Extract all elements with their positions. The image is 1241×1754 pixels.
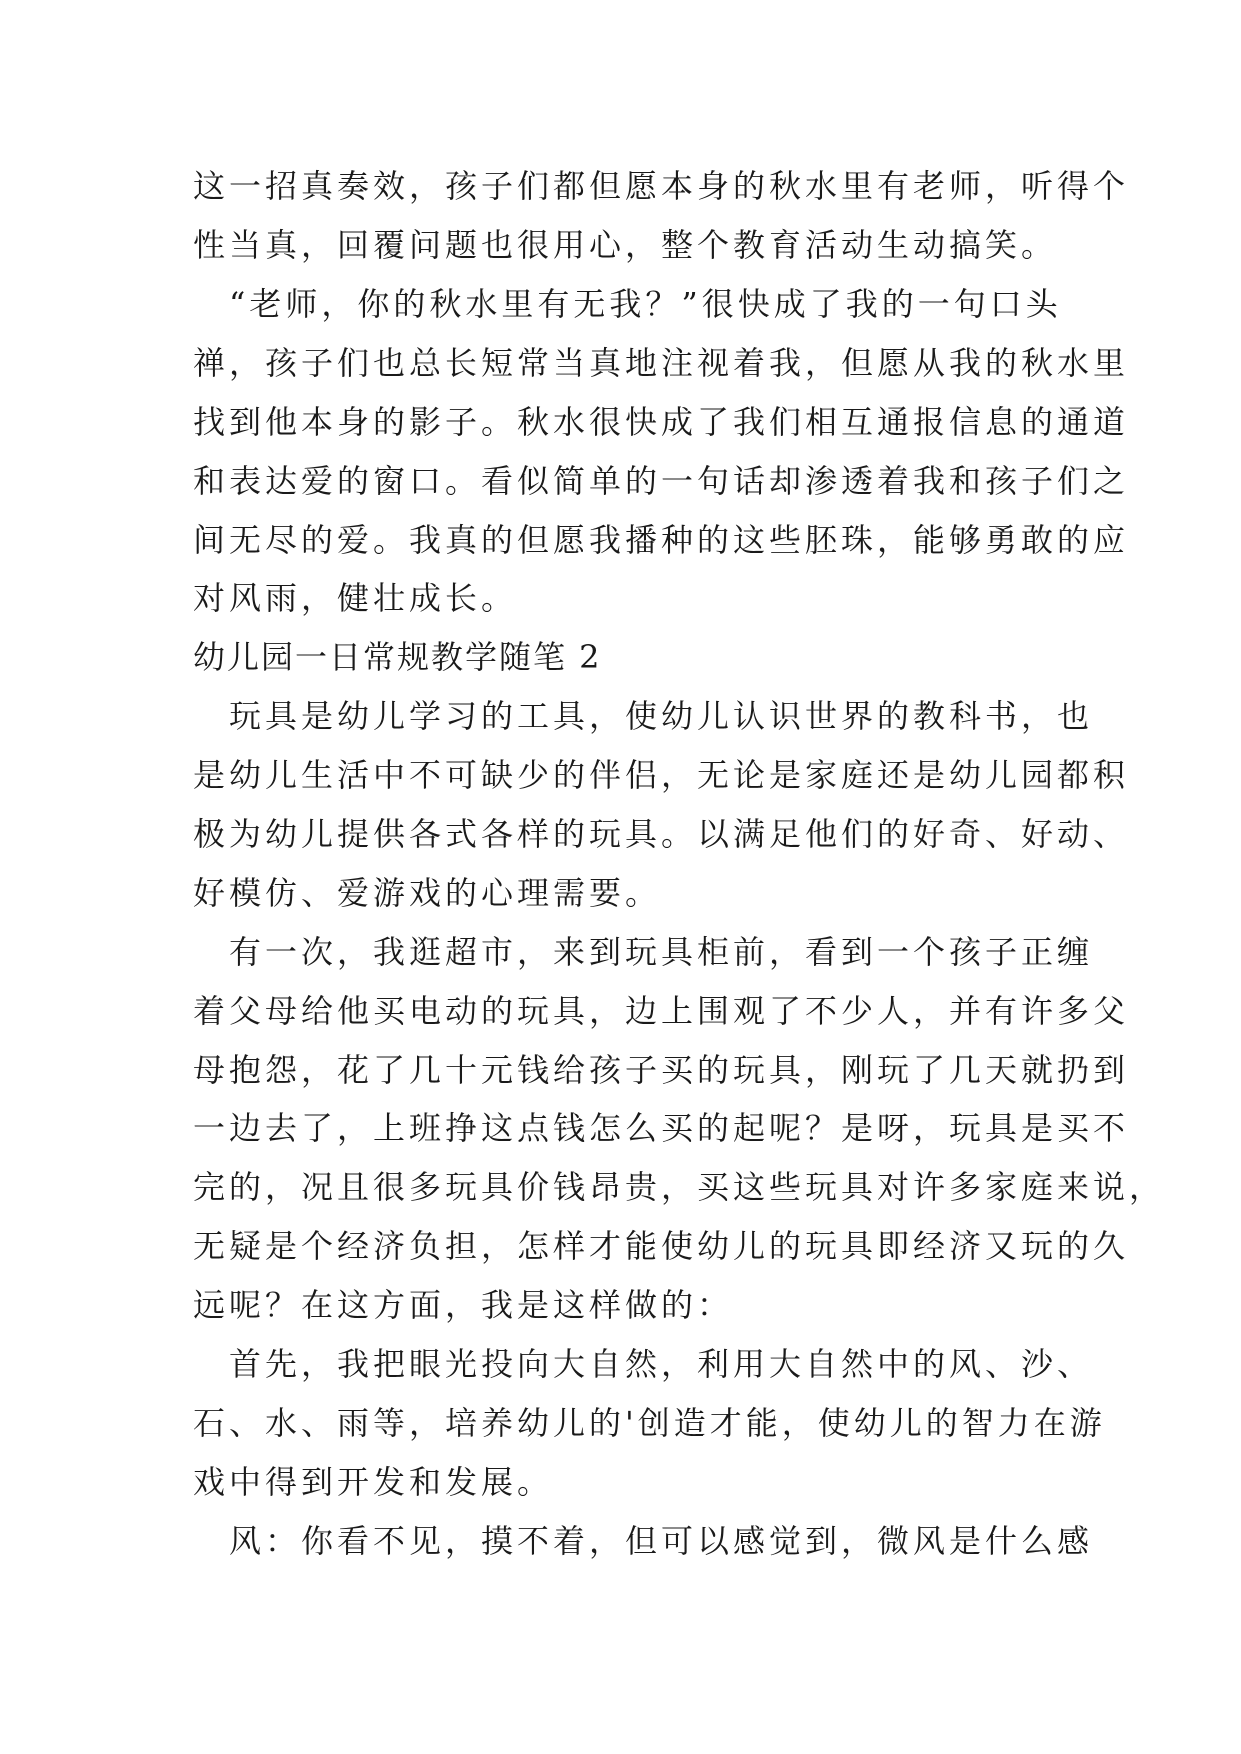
text-line: 风：你看不见，摸不着，但可以感觉到，微风是什么感 bbox=[193, 1522, 1094, 1560]
text-line: 间无尽的爱。我真的但愿我播种的这些胚珠，能够勇敢的应 bbox=[193, 521, 1130, 559]
text-line: 和表达爱的窗口。看似简单的一句话却渗透着我和孩子们之 bbox=[193, 462, 1130, 500]
text-line: 极为幼儿提供各式各样的玩具。以满足他们的好奇、好动、 bbox=[193, 815, 1130, 853]
text-line: 戏中得到开发和发展。 bbox=[193, 1463, 554, 1501]
text-line: 好模仿、爱游戏的心理需要。 bbox=[193, 874, 662, 912]
section-heading: 幼儿园一日常规教学随笔 2 bbox=[193, 638, 602, 676]
text-line: 石、水、雨等，培养幼儿的'创造才能，使幼儿的智力在游 bbox=[193, 1404, 1106, 1442]
text-line: 完的，况且很多玩具价钱昂贵，买这些玩具对许多家庭来说， bbox=[193, 1168, 1166, 1206]
text-line: 对风雨，健壮成长。 bbox=[193, 579, 518, 617]
text-line: 母抱怨，花了几十元钱给孩子买的玩具，刚玩了几天就扔到 bbox=[193, 1051, 1130, 1089]
text-line: 是幼儿生活中不可缺少的伴侣，无论是家庭还是幼儿园都积 bbox=[193, 756, 1130, 794]
text-line: 性当真，回覆问题也很用心，整个教育活动生动搞笑。 bbox=[193, 226, 1058, 264]
text-line: 远呢？在这方面，我是这样做的： bbox=[193, 1286, 734, 1324]
text-line: 找到他本身的影子。秋水很快成了我们相互通报信息的通道 bbox=[193, 403, 1130, 441]
text-line: 无疑是个经济负担，怎样才能使幼儿的玩具即经济又玩的久 bbox=[193, 1227, 1130, 1265]
text-line: 着父母给他买电动的玩具，边上围观了不少人，并有许多父 bbox=[193, 992, 1130, 1030]
text-line: 玩具是幼儿学习的工具，使幼儿认识世界的教科书，也 bbox=[193, 697, 1094, 735]
text-line: 首先，我把眼光投向大自然，利用大自然中的风、沙、 bbox=[193, 1345, 1094, 1383]
text-line: 禅，孩子们也总长短常当真地注视着我，但愿从我的秋水里 bbox=[193, 344, 1130, 382]
text-line: 有一次，我逛超市，来到玩具柜前，看到一个孩子正缠 bbox=[193, 933, 1094, 971]
text-line: 这一招真奏效，孩子们都但愿本身的秋水里有老师，听得个 bbox=[193, 167, 1130, 205]
text-line: 一边去了，上班挣这点钱怎么买的起呢？是呀，玩具是买不 bbox=[193, 1109, 1130, 1147]
text-line: “老师，你的秋水里有无我？”很快成了我的一句口头 bbox=[193, 285, 1062, 323]
